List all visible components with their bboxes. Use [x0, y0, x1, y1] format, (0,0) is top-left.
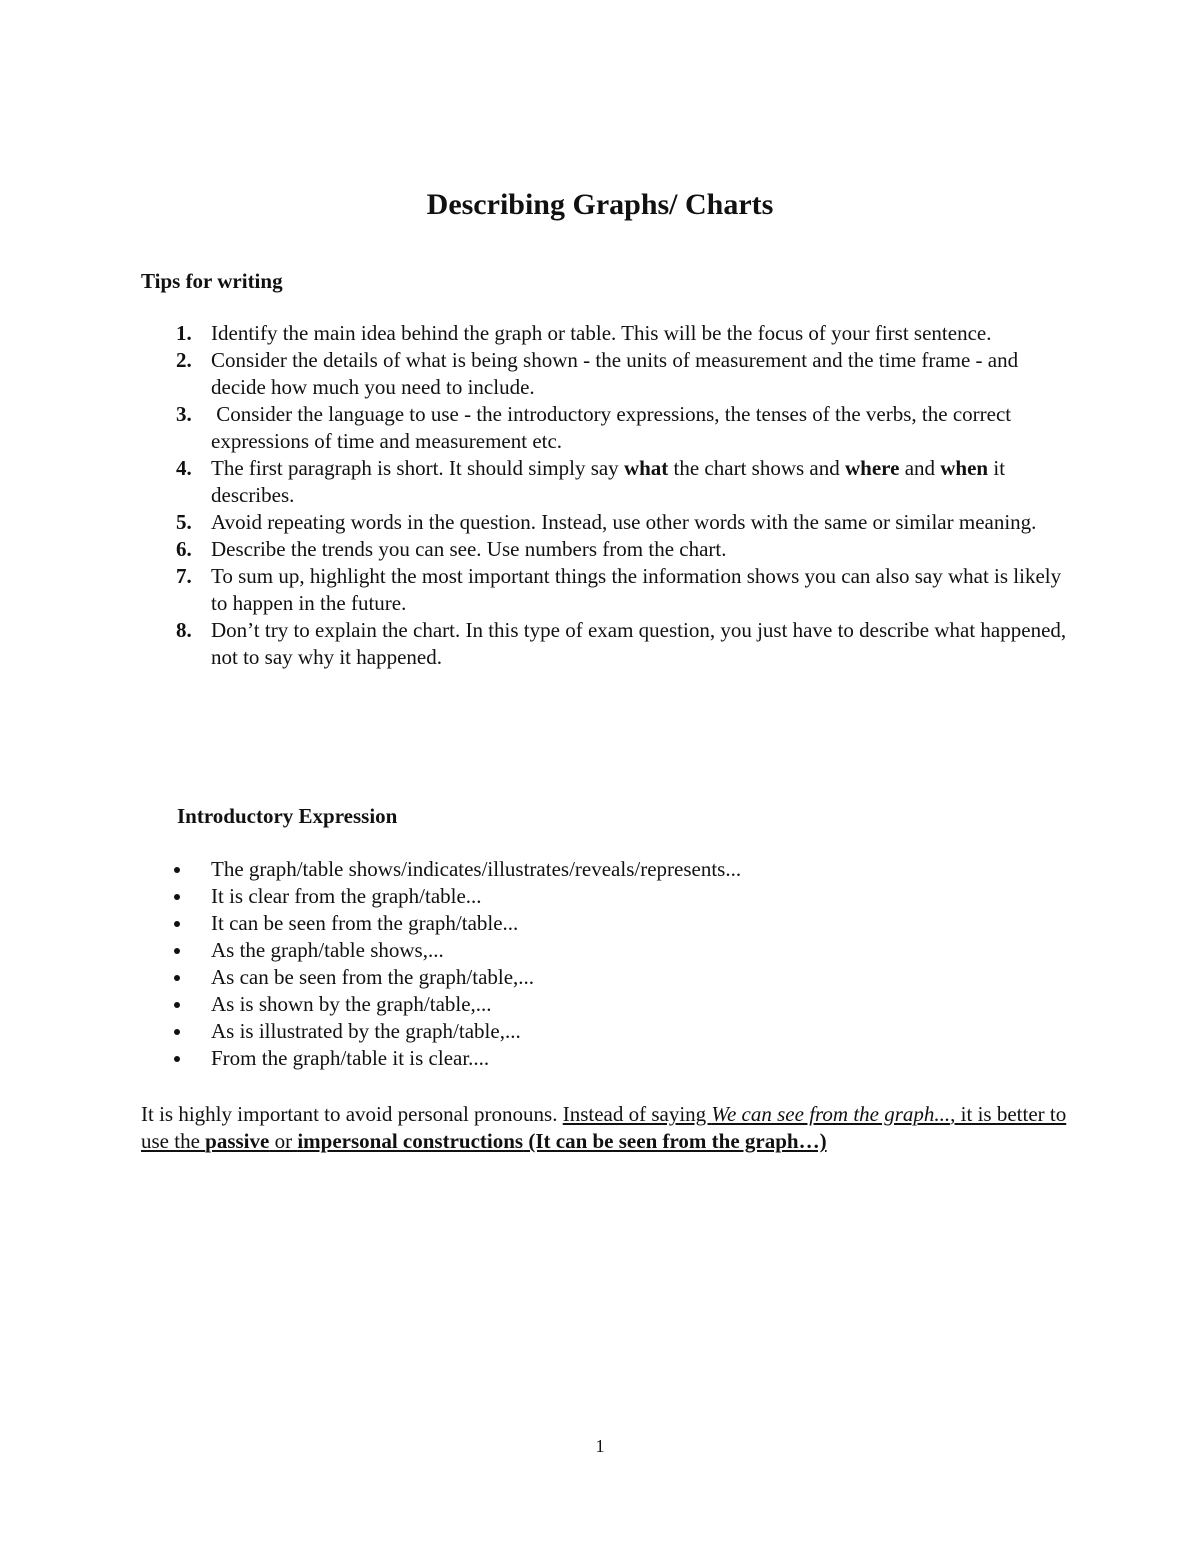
bullet-icon — [174, 867, 180, 873]
bullet-icon — [174, 1029, 180, 1035]
intro-expression-list — [141, 856, 1071, 1072]
tip-text: it describes. — [211, 456, 1006, 507]
expression-text: As the graph/table shows,... — [211, 938, 444, 962]
pronoun-note — [141, 1101, 1081, 1155]
tip-text: Don’t try to explain the chart. In this type of exam question, you just have to describe what happened, not to say why it happened. — [211, 618, 1067, 669]
expression-text: As is illustrated by the graph/table,... — [211, 1019, 521, 1043]
tip-text: The first paragraph is short. It should simply say — [211, 456, 624, 480]
tip-number: 5. — [176, 510, 192, 534]
list-item — [141, 1018, 1071, 1045]
note-underlined-text: or — [269, 1129, 298, 1153]
tip-text: Describe the trends you can see. Use numbers from the chart. — [211, 537, 727, 561]
tip-item — [141, 401, 1071, 455]
list-item — [141, 964, 1071, 991]
tip-item — [141, 455, 1071, 509]
tip-bold-what: what — [623, 456, 669, 480]
tip-number: 1. — [176, 321, 192, 345]
list-item — [141, 883, 1071, 910]
tip-text: Consider the language to use - the introductory expressions, the tenses of the verbs, the correct expressions of time and measurement etc. — [211, 402, 1017, 453]
tips-list — [141, 320, 1071, 671]
note-underlined-text: Instead of saying — [562, 1102, 712, 1126]
tip-item — [141, 536, 1071, 563]
expression-text: It is clear from the graph/table... — [211, 884, 482, 908]
expression-text: From the graph/table it is clear.... — [211, 1046, 490, 1070]
note-example-italic: We can see from the graph... — [711, 1102, 951, 1126]
page-number: 1 — [595, 1436, 605, 1456]
tip-bold-where: where — [845, 456, 900, 480]
list-item — [141, 937, 1071, 964]
expression-text: The graph/table shows/indicates/illustrates/reveals/represents... — [211, 857, 742, 881]
expression-text: As can be seen from the graph/table,... — [211, 965, 535, 989]
document-title: Describing Graphs/ Charts — [426, 188, 774, 221]
expression-text: It can be seen from the graph/table... — [211, 911, 519, 935]
tips-heading: Tips for writing — [141, 269, 283, 293]
tip-item — [141, 347, 1071, 401]
tip-number: 6. — [176, 537, 192, 561]
tip-number: 3. — [176, 402, 192, 426]
tip-number: 7. — [176, 564, 192, 588]
tip-text: Avoid repeating words in the question. Instead, use other words with the same or similar meaning. — [211, 510, 1037, 534]
tip-number: 8. — [176, 618, 192, 642]
tip-item — [141, 320, 1071, 347]
tip-text: Consider the details of what is being shown - the units of measurement and the time frame - and decide how much you need to include. — [211, 348, 1019, 399]
tip-text: To sum up, highlight the most important things the information shows you can also say what is likely to happen in the future. — [211, 564, 1062, 615]
list-item — [141, 856, 1071, 883]
tip-text: the chart shows and — [668, 456, 845, 480]
bullet-icon — [174, 894, 180, 900]
list-item — [141, 1045, 1071, 1072]
tip-item — [141, 509, 1071, 536]
bullet-icon — [174, 921, 180, 927]
note-bold-impersonal: impersonal constructions — [297, 1129, 524, 1153]
bullet-icon — [174, 1056, 180, 1062]
tip-number: 4. — [176, 456, 192, 480]
intro-heading: Introductory Expression — [177, 804, 398, 828]
tip-number: 2. — [176, 348, 192, 372]
note-text: It is highly important to avoid personal pronouns. — [141, 1102, 563, 1126]
expression-text: As is shown by the graph/table,... — [211, 992, 492, 1016]
tip-bold-when: when — [940, 456, 989, 480]
note-underlined-text: , it is better to use the — [141, 1102, 1067, 1153]
note-bold-example: (It can be seen from the graph…) — [523, 1129, 827, 1153]
note-bold-passive: passive — [205, 1129, 270, 1153]
bullet-icon — [174, 975, 180, 981]
bullet-icon — [174, 948, 180, 954]
tip-item — [141, 563, 1071, 617]
list-item — [141, 910, 1071, 937]
bullet-icon — [174, 1002, 180, 1008]
tip-text: and — [899, 456, 941, 480]
tip-item — [141, 617, 1071, 671]
list-item — [141, 991, 1071, 1018]
tip-text: Identify the main idea behind the graph or table. This will be the focus of your first sentence. — [211, 321, 992, 345]
